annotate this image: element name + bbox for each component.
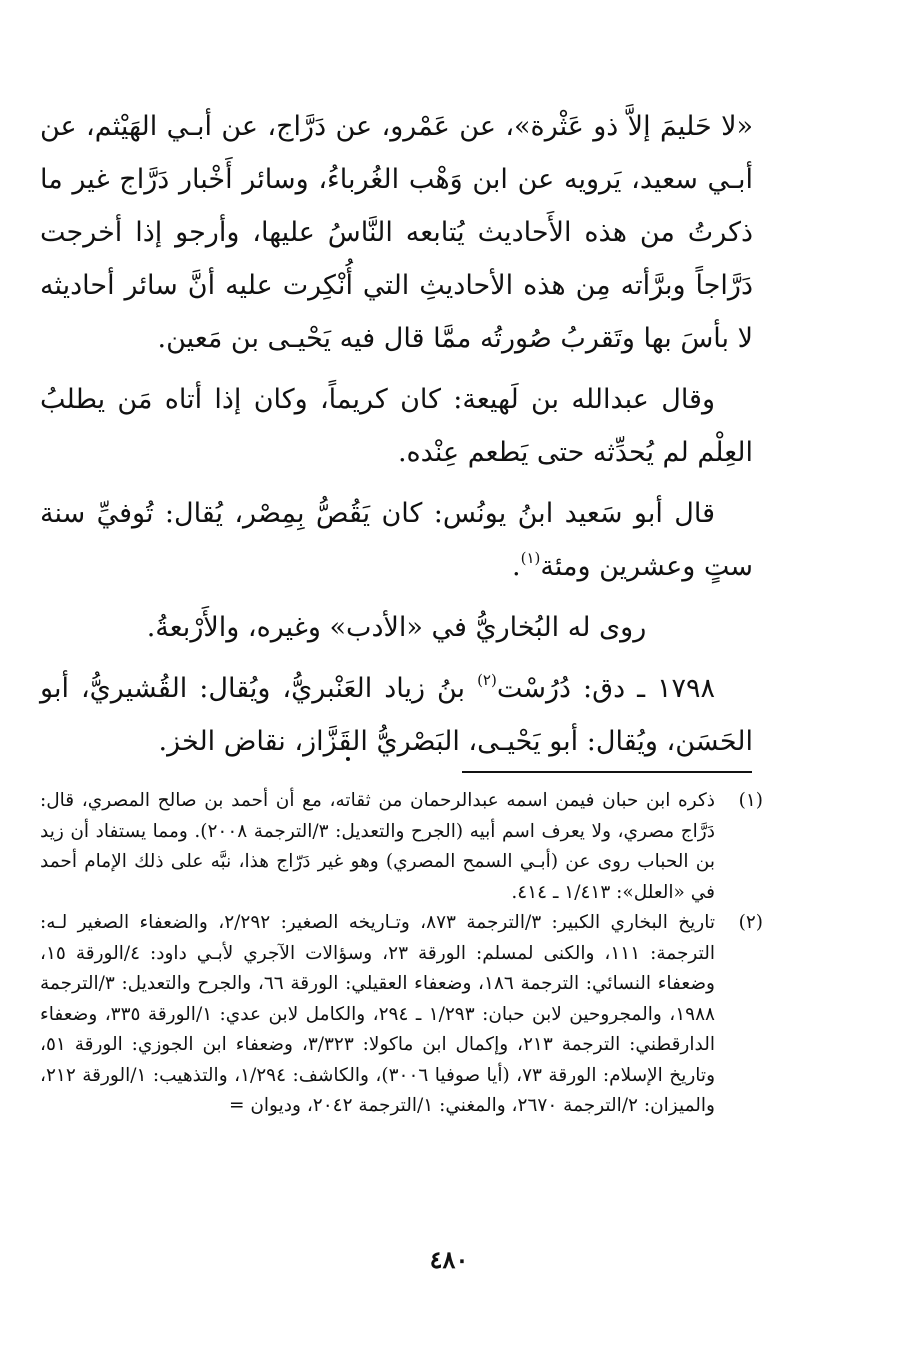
stray-dot [346,757,350,761]
footnote-ref-1[interactable]: (١) [520,549,541,567]
footnote-1 [40,786,763,908]
paragraph-3-text: قال أبو سَعيد ابنُ يونُس: كان يَقُصُّ بِمِصْر، يُقال: تُوفيِّ سنة ستٍ وعشرين ومئة [40,498,753,582]
paragraph-4: روى له البُخاريُّ في «الأدب» وغيره، والأَرْبعةُ. [146,612,647,643]
footnote-number: (٢) [738,912,763,933]
footnote-text: تاريخ البخاري الكبير: ٣/الترجمة ٨٧٣، وتـاريخه الصغير: ٢/٢٩٢، والضعفاء الصغير لـه: الترجمة: ١١١، والكنى لمسلم: الورقة ٢٣، وسؤالات الآجري لأبـي داود: ٤/الورقة ١٥، وضعفاء النسائي: الترجمة ١٨٦، وضعفاء العقيلي: الورقة ٦٦، والجرح والتعديل: ٣/الترجمة ١٩٨٨، والمجروحين لابن حبان: ١/٢٩٣ ـ ٢٩٤، والكامل لابن عدي: ١/الورقة ٣٣٥، وضعفاء الدارقطني: الترجمة ٢١٣، وإكمال ابن ماكولا: ٣/٣٢٣، وضعفاء ابن الجوزي: الورقة ٥١، وتاريخ الإسلام: الورقة ٧٣، (أيا صوفيا ٣٠٠٦)، والكاشف: ١/٢٩٤، والتذهيب: ١/الورقة ٢١٢، والميزان: ٢/الترجمة ٢٦٧٠، والمغني: ١/الترجمة ٢٠٤٢، وديوان = [40,912,716,1116]
footnote-number: (١) [738,790,763,811]
footnote-ref-2[interactable]: (٢) [477,671,497,689]
entry-heading [40,662,753,768]
main-text [40,100,753,776]
paragraph-3 [40,487,753,593]
footnotes [40,786,763,1122]
footnote-divider [462,771,752,773]
page-number: ٤٨٠ [429,1245,469,1274]
paragraph-1: «لا حَليمَ إلاَّ ذو عَثْرة»، عن عَمْرو، عن دَرَّاج، عن أبـي الهَيْثم، عن أبـي سعيد، يَرويه عن ابن وَهْب الغُرباءُ، وسائر أَخْبار دَرَّاج غير ما ذكرتُ من هذه الأَحاديث يُتابعه النَّاسُ عليها، وأرجو إذا أخرجت دَرَّاجاً وبرَّأته مِن هذه الأحاديثِ التي أُنْكِرت عليه أنَّ سائر أحاديثه لا بأسَ بها وتَقربُ صُورتُه ممَّا قال فيه يَحْيـى بن مَعين. [40,111,753,354]
footnote-2 [40,908,763,1122]
entry-heading-a: ١٧٩٨ ـ دق: دُرُسْت [496,673,715,704]
paragraph-2: وقال عبدالله بن لَهيعة: كان كريماً، وكان إذا أتاه مَن يطلبُ العِلْم لم يُحدِّثه حتى يَطعم عِنْده. [40,384,753,468]
paragraph-3-end: . [512,551,521,582]
footnote-text: ذكره ابن حبان فيمن اسمه عبدالرحمان من ثقاته، مع أن أحمد بن صالح المصري، قال: دَرَّاج مصري، ولا يعرف اسم أبيه (الجرح والتعديل: ٣/الترجمة ٢٠٠٨). ومما يستفاد أن زيد بن الحباب روى عن (أبـي السمح المصري) وهو غير دَرّاج هذا، نبَّه على ذلك الإمام أحمد في «العلل»: ١/٤١٣ ـ ٤١٤. [40,790,715,903]
entry-heading-b: بنُ زياد العَنْبريُّ، ويُقال: القُشيريُّ، أبو الحَسَن، ويُقال: أبو يَحْيـى، البَصْريُّ القَزَّاز، نقاض الخز. [40,673,753,757]
